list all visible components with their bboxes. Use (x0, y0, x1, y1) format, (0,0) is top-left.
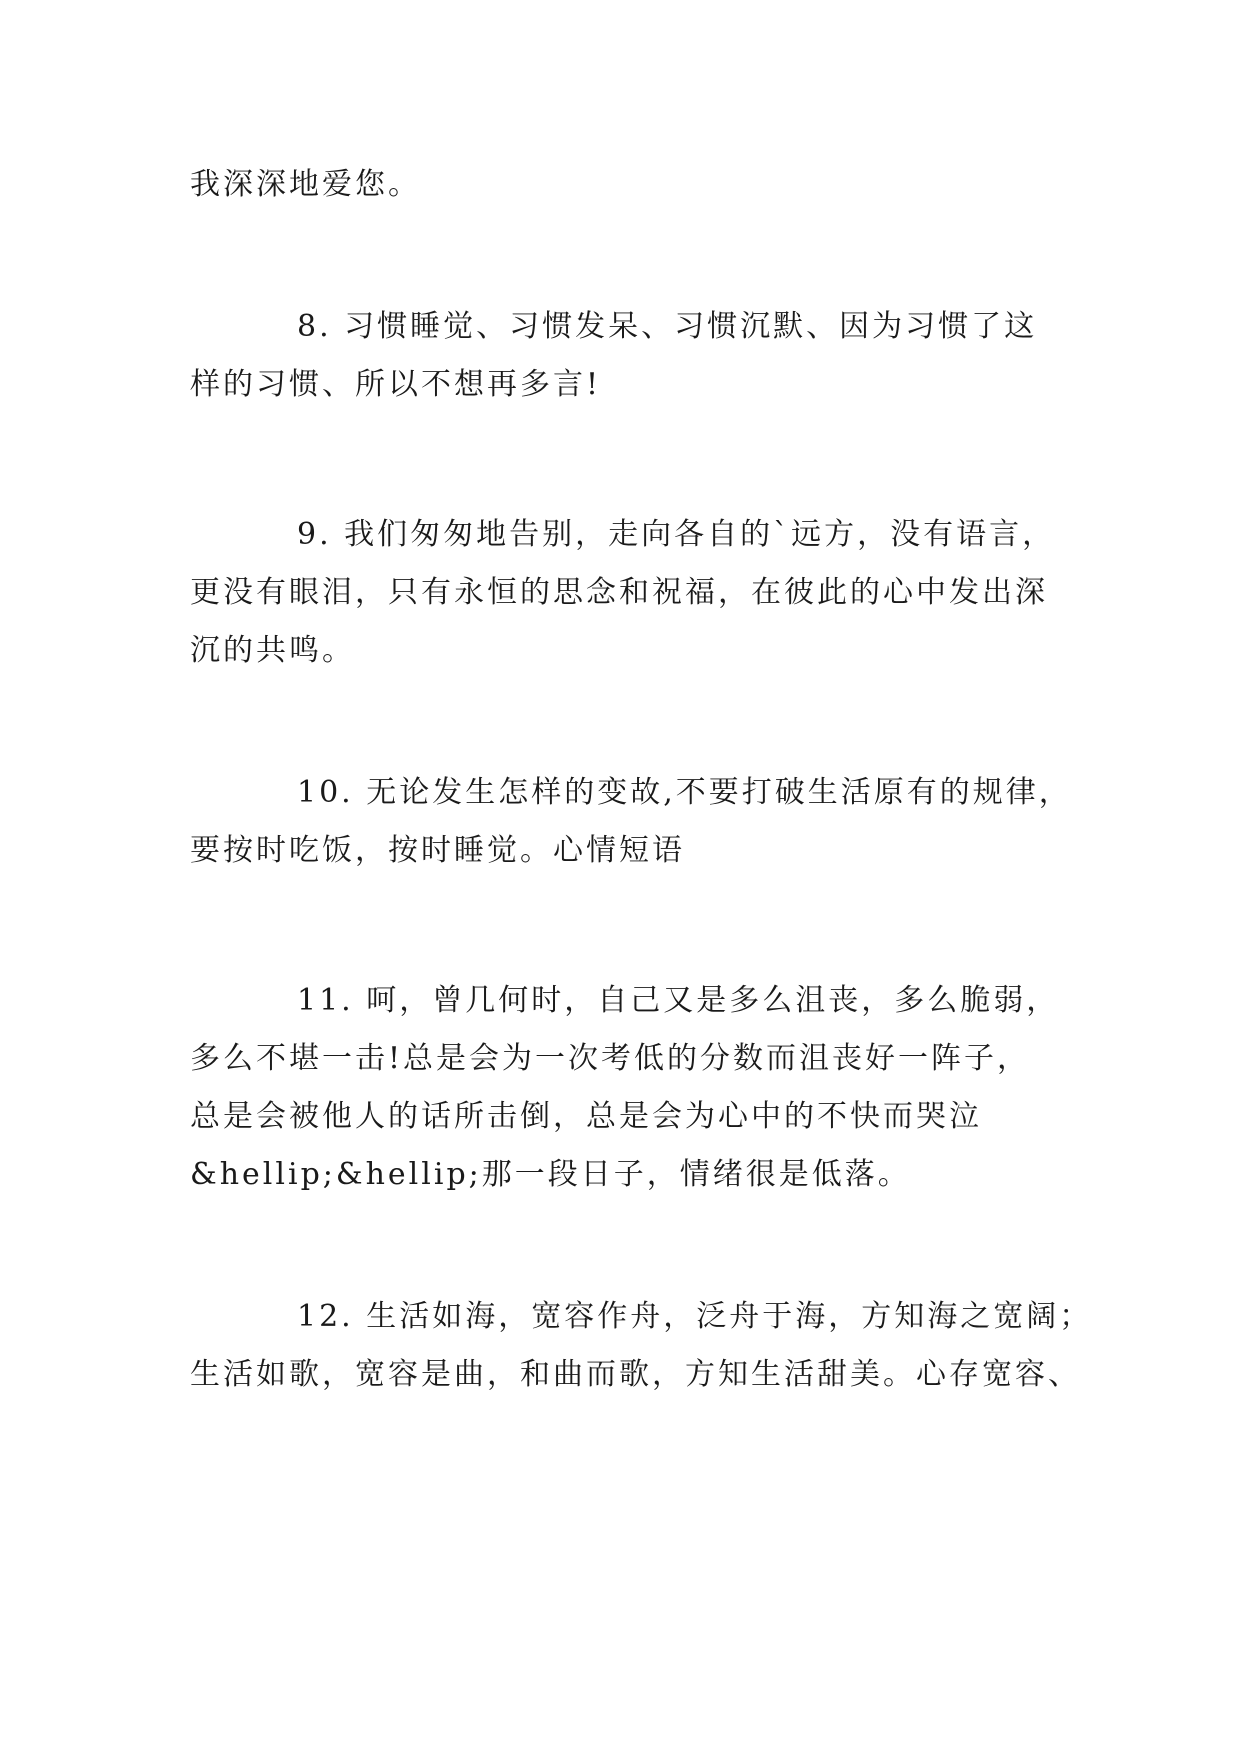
paragraph-line: 12. 生活如海，宽容作舟，泛舟于海，方知海之宽阔； (297, 1299, 1093, 1334)
paragraph-line: 更没有眼泪，只有永恒的思念和祝福，在彼此的心中发出深 (190, 575, 1048, 610)
paragraph-8 (190, 298, 1060, 414)
paragraph-line: 11. 呵，曾几何时，自己又是多么沮丧，多么脆弱， (297, 983, 1060, 1018)
paragraph-line: 10. 无论发生怎样的变故,不要打破生活原有的规律， (297, 775, 1072, 810)
paragraph-line: 多么不堪一击!总是会为一次考低的分数而沮丧好一阵子， (190, 1041, 1031, 1076)
paragraph-line: 生活如歌，宽容是曲，和曲而歌，方知生活甜美。心存宽容、 (190, 1357, 1081, 1392)
paragraph-line: 要按时吃饭，按时睡觉。心情短语 (190, 833, 685, 868)
paragraph-line: 我深深地爱您。 (190, 167, 421, 202)
paragraph-12 (190, 1288, 1093, 1404)
paragraph-9 (190, 506, 1060, 680)
paragraph-line: 样的习惯、所以不想再多言! (190, 367, 602, 402)
paragraph-10 (190, 764, 1072, 880)
paragraph-line: 8. 习惯睡觉、习惯发呆、习惯沉默、因为习惯了这 (297, 309, 1038, 344)
paragraph-11 (190, 972, 1060, 1204)
paragraph-7-tail (190, 156, 1060, 214)
paragraph-line: 总是会被他人的话所击倒，总是会为心中的不快而哭泣 (190, 1099, 982, 1134)
paragraph-line: 9. 我们匆匆地告别，走向各自的`远方，没有语言， (297, 517, 1056, 552)
paragraph-line: &hellip;&hellip;那一段日子，情绪很是低落。 (190, 1157, 911, 1192)
paragraph-line: 沉的共鸣。 (190, 633, 355, 668)
